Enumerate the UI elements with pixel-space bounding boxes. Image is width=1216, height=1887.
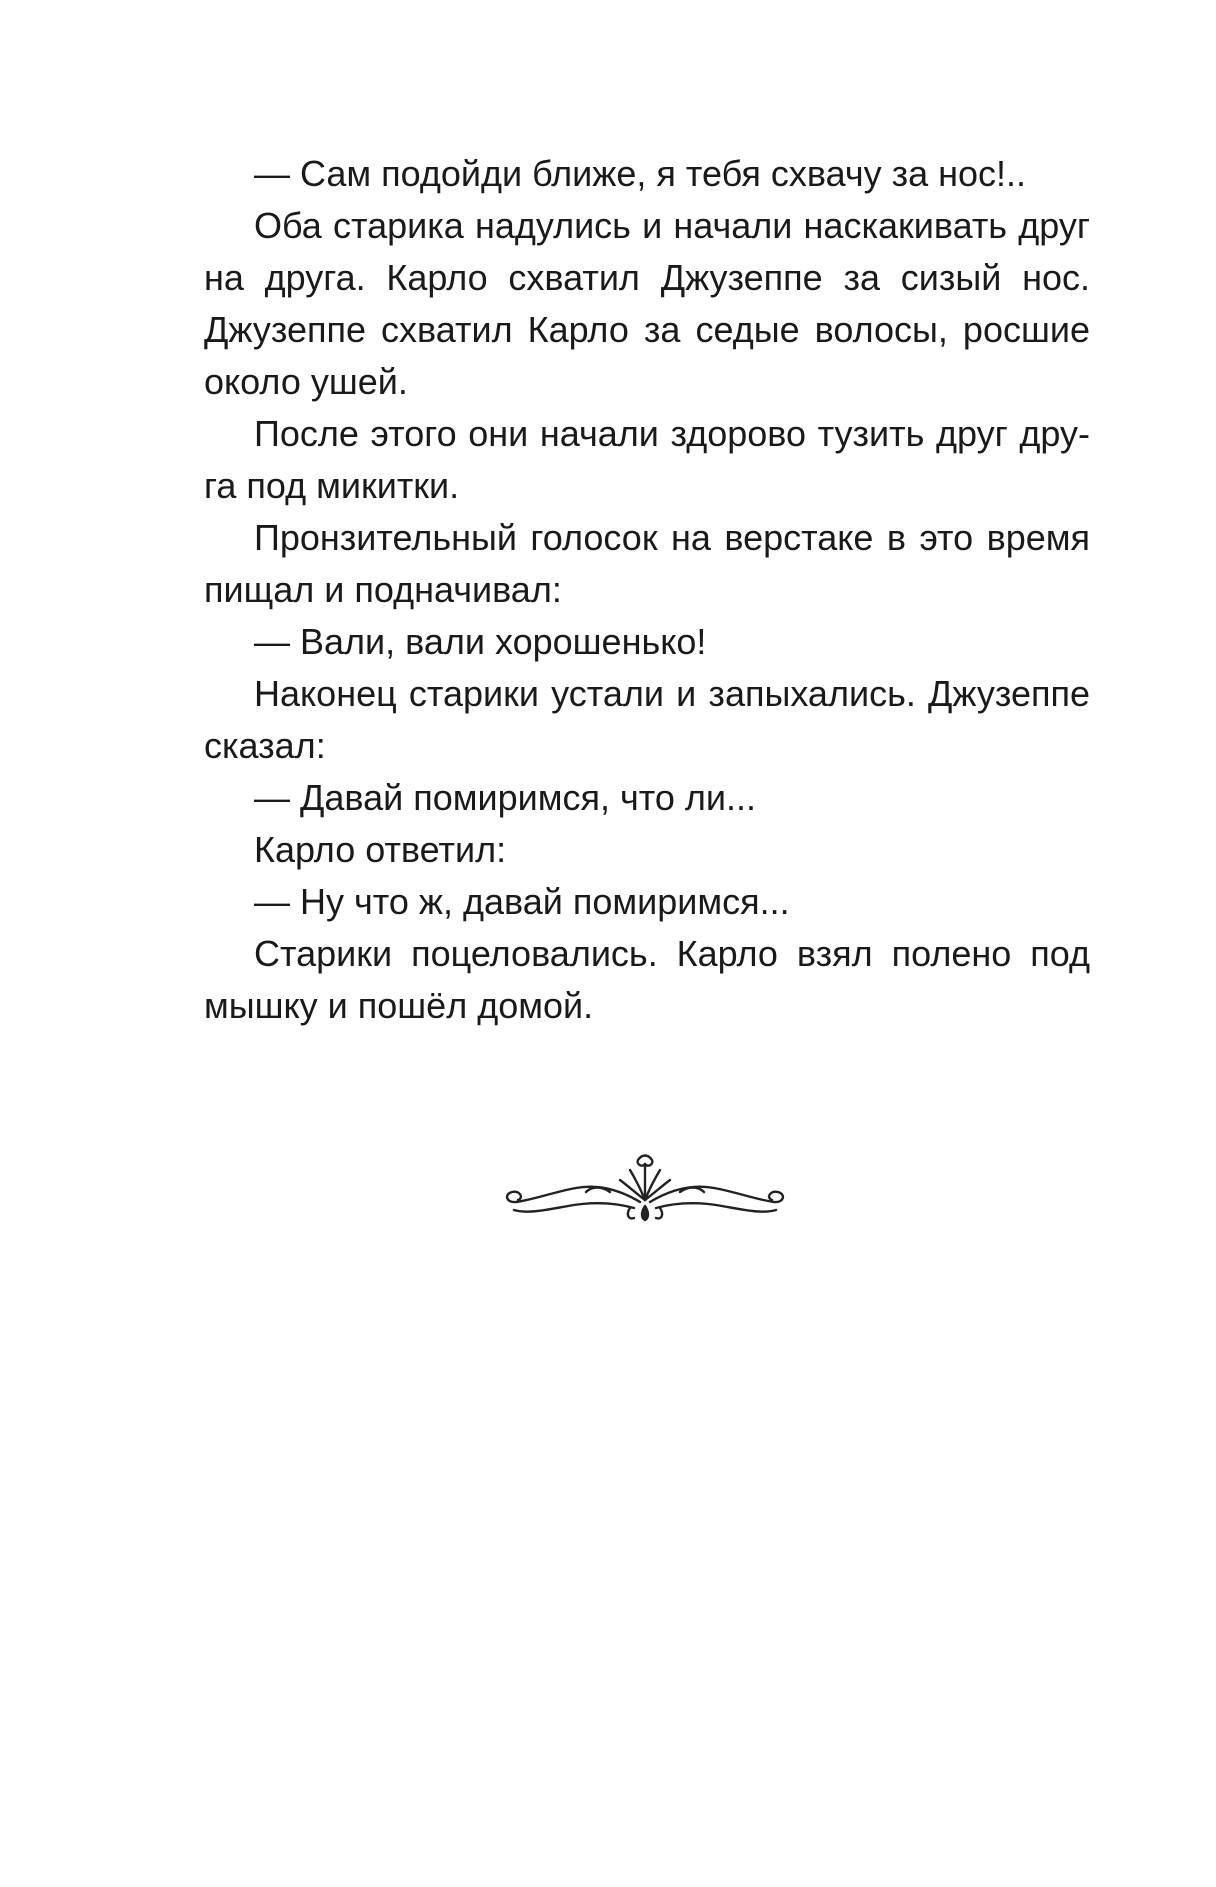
text-line: Оба старика надулись и начали наскакивать друг bbox=[254, 205, 1090, 246]
text-line-dialogue: — Давай помиримся, что ли... bbox=[254, 777, 756, 818]
text-line: Пронзительный голосок на верстаке в это время bbox=[254, 517, 1090, 558]
decorative-flourish-icon bbox=[502, 1150, 788, 1230]
text-line: Наконец старики устали и запыхались. Джузеппе bbox=[254, 673, 1090, 714]
text-line: га под микитки. bbox=[204, 465, 460, 506]
text-line: мышку и пошёл домой. bbox=[204, 985, 594, 1026]
text-line-dialogue: — Ну что ж, давай помиримся... bbox=[254, 881, 790, 922]
text-line: Карло ответил: bbox=[254, 829, 507, 870]
text-line: на друга. Карло схватил Джузеппе за сизый нос. bbox=[204, 257, 1090, 298]
text-line: После этого они начали здорово тузить друг дру- bbox=[254, 413, 1090, 454]
text-line: Джузеппе схватил Карло за седые волосы, росшие bbox=[204, 309, 1090, 350]
text-line: пищал и подначивал: bbox=[204, 569, 562, 610]
text-line: сказал: bbox=[204, 725, 326, 766]
text-line-dialogue: — Вали, вали хорошенько! bbox=[254, 621, 707, 662]
text-line: Старики поцеловались. Карло взял полено под bbox=[254, 933, 1090, 974]
text-line-dialogue: — Сам подойди ближе, я тебя схвачу за нос!.. bbox=[254, 153, 1027, 194]
text-line: около ушей. bbox=[204, 361, 408, 402]
